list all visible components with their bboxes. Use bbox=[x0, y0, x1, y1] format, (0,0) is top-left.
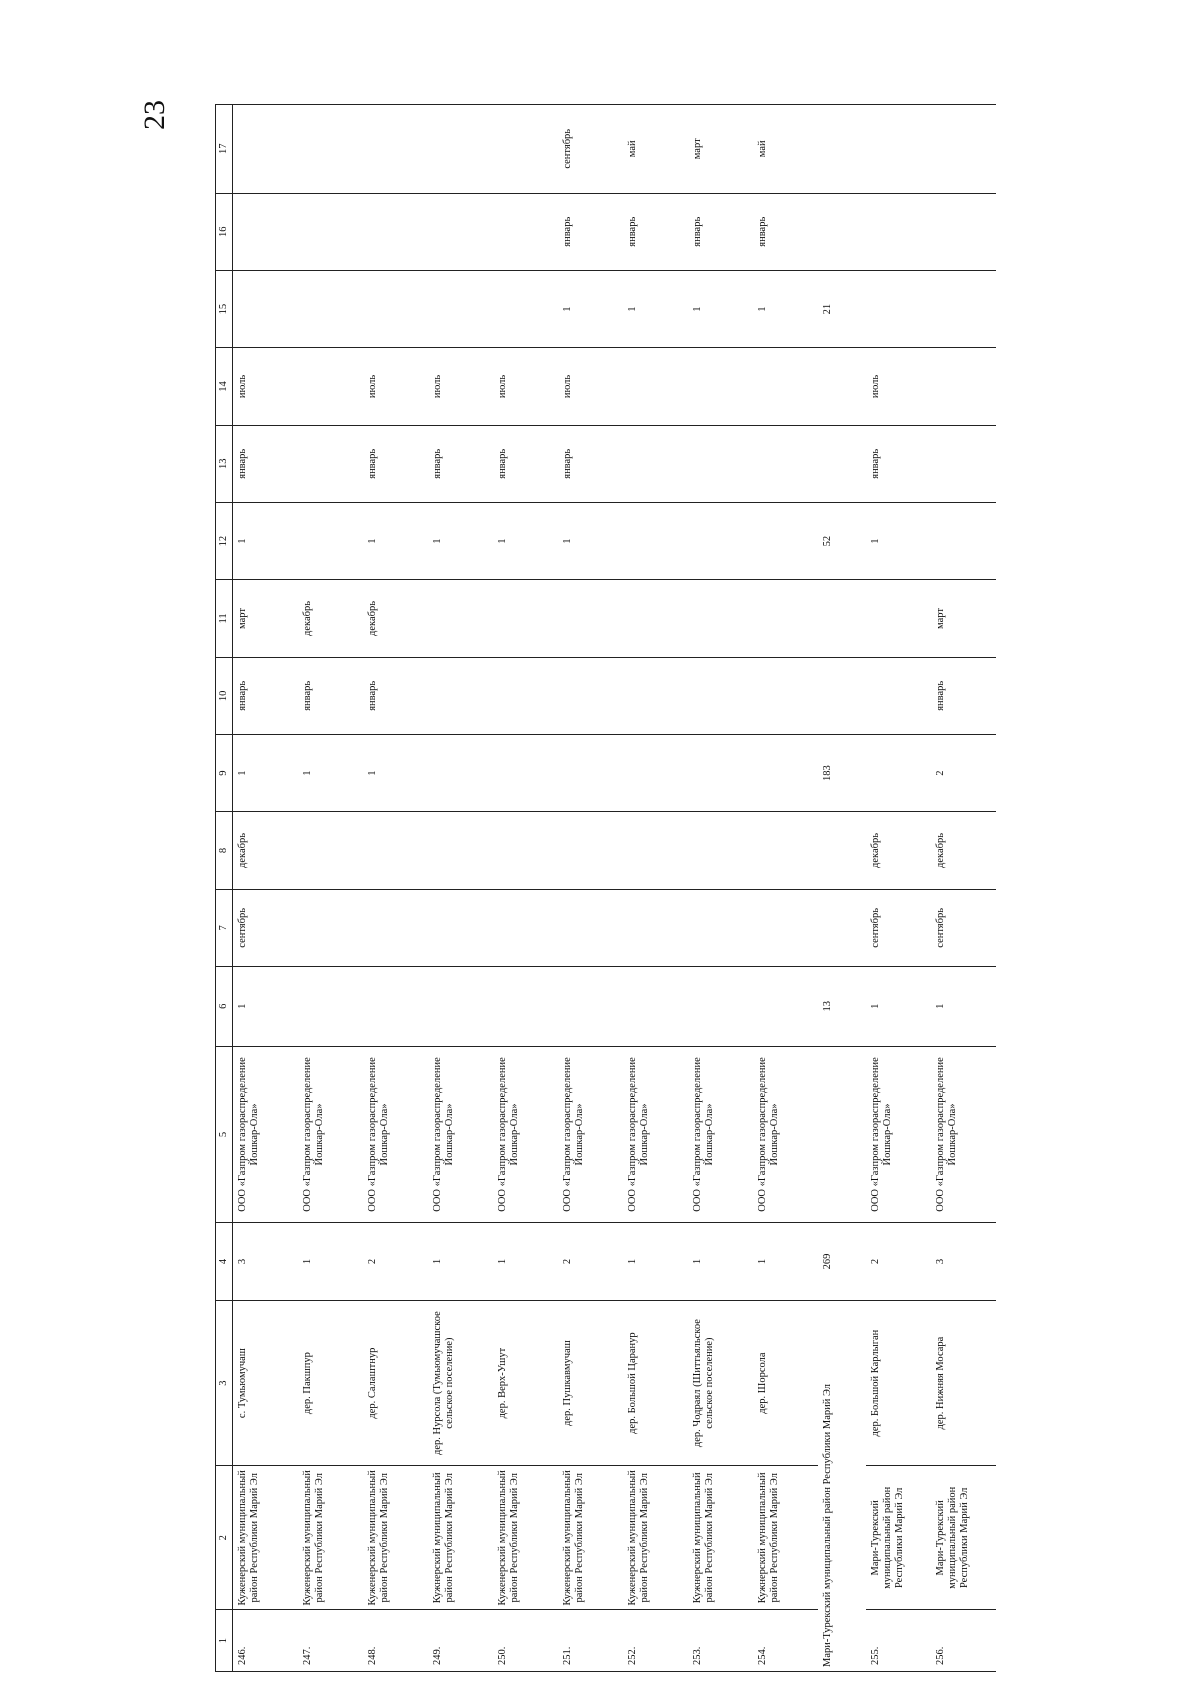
table-cell-col-8 bbox=[688, 812, 753, 889]
table-cell-col-7 bbox=[558, 889, 623, 966]
table-cell-col-14 bbox=[298, 348, 363, 425]
gasification-schedule-table bbox=[215, 104, 996, 1672]
table-cell-col-11 bbox=[688, 580, 753, 657]
column-header-3: 3 bbox=[216, 1300, 233, 1466]
table-row bbox=[298, 105, 363, 1672]
table-cell-col-1: 248. bbox=[363, 1610, 428, 1672]
table-cell-col-4: 2 bbox=[363, 1223, 428, 1300]
table-cell-col-15 bbox=[428, 270, 493, 347]
table-cell-col-1: 256. bbox=[931, 1610, 996, 1672]
table-cell-col-8 bbox=[558, 812, 623, 889]
table-cell-col-6 bbox=[363, 967, 428, 1047]
table-cell-col-14: июль bbox=[558, 348, 623, 425]
table-cell-col-11 bbox=[428, 580, 493, 657]
table-cell-col-9 bbox=[428, 734, 493, 811]
table-cell-col-6 bbox=[623, 967, 688, 1047]
table-cell-col-8 bbox=[753, 812, 818, 889]
table-cell-col-6: 1 bbox=[931, 967, 996, 1047]
table-cell-col-1: 249. bbox=[428, 1610, 493, 1672]
table-cell-col-12: 1 bbox=[233, 502, 298, 579]
table-cell-col-11 bbox=[866, 580, 931, 657]
table-cell-col-2: Куженерский муниципальный район Республики Марий Эл bbox=[233, 1466, 298, 1610]
table-cell-col-3: дер. Пушкавмучаш bbox=[558, 1300, 623, 1466]
column-header-14: 14 bbox=[216, 348, 233, 425]
table-cell-col-12: 1 bbox=[866, 502, 931, 579]
table-cell-col-3: с. Тумьюмучаш bbox=[233, 1300, 298, 1466]
subtotal-cell-col-9: 183 bbox=[818, 734, 866, 811]
table-cell-col-12: 1 bbox=[493, 502, 558, 579]
table-cell-col-2: Кужнерский муниципальный район Республики Марий Эл bbox=[428, 1466, 493, 1610]
table-cell-col-14: июль bbox=[493, 348, 558, 425]
subtotal-cell-col-13 bbox=[818, 425, 866, 502]
table-cell-col-17 bbox=[866, 105, 931, 194]
table-cell-col-2: Мари-Турекский муниципальный район Республики Марий Эл bbox=[866, 1466, 931, 1610]
column-header-8: 8 bbox=[216, 812, 233, 889]
table-cell-col-15: 1 bbox=[623, 270, 688, 347]
table-cell-col-12 bbox=[753, 502, 818, 579]
subtotal-cell-col-4: 269 bbox=[818, 1223, 866, 1300]
table-cell-col-11: декабрь bbox=[298, 580, 363, 657]
table-cell-col-3: дер. Большой Карлыган bbox=[866, 1300, 931, 1466]
table-cell-col-7 bbox=[493, 889, 558, 966]
table-cell-col-1: 251. bbox=[558, 1610, 623, 1672]
column-header-5: 5 bbox=[216, 1046, 233, 1223]
table-cell-col-5: ООО «Газпром газораспределение Йошкар-Ола» bbox=[363, 1046, 428, 1223]
table-cell-col-17 bbox=[298, 105, 363, 194]
table-cell-col-11 bbox=[623, 580, 688, 657]
table-cell-col-17: май bbox=[623, 105, 688, 194]
table-cell-col-6 bbox=[688, 967, 753, 1047]
table-cell-col-14 bbox=[753, 348, 818, 425]
table-cell-col-10: январь bbox=[363, 657, 428, 734]
table-cell-col-1: 247. bbox=[298, 1610, 363, 1672]
table-cell-col-2: Куженерский муниципальный район Республики Марий Эл bbox=[298, 1466, 363, 1610]
column-header-16: 16 bbox=[216, 193, 233, 270]
table-cell-col-1: 254. bbox=[753, 1610, 818, 1672]
table-cell-col-15: 1 bbox=[753, 270, 818, 347]
table-cell-col-7: сентябрь bbox=[931, 889, 996, 966]
subtotal-cell-col-5 bbox=[818, 1046, 866, 1223]
table-row bbox=[558, 105, 623, 1672]
table-cell-col-6: 1 bbox=[233, 967, 298, 1047]
table-row bbox=[866, 105, 931, 1672]
table-cell-col-9 bbox=[866, 734, 931, 811]
table-cell-col-6 bbox=[428, 967, 493, 1047]
table-cell-col-1: 250. bbox=[493, 1610, 558, 1672]
table-cell-col-9 bbox=[623, 734, 688, 811]
table-cell-col-15 bbox=[363, 270, 428, 347]
table-cell-col-8 bbox=[623, 812, 688, 889]
table-cell-col-4: 2 bbox=[866, 1223, 931, 1300]
table-cell-col-16 bbox=[931, 193, 996, 270]
subtotal-cell-col-14 bbox=[818, 348, 866, 425]
table-cell-col-2: Куженерский муниципальный район Республики Марий Эл bbox=[493, 1466, 558, 1610]
table-cell-col-6 bbox=[298, 967, 363, 1047]
column-header-2: 2 bbox=[216, 1466, 233, 1610]
table-cell-col-13 bbox=[623, 425, 688, 502]
table-cell-col-8: декабрь bbox=[931, 812, 996, 889]
table-cell-col-5: ООО «Газпром газораспределение Йошкар-Ола» bbox=[688, 1046, 753, 1223]
table-cell-col-15 bbox=[233, 270, 298, 347]
table-row bbox=[688, 105, 753, 1672]
table-cell-col-7 bbox=[623, 889, 688, 966]
table-cell-col-16: январь bbox=[558, 193, 623, 270]
table-cell-col-3: дер. Нурсола (Тумьюмучашское сельское поселение) bbox=[428, 1300, 493, 1466]
table-cell-col-5: ООО «Газпром газораспределение Йошкар-Ола» bbox=[931, 1046, 996, 1223]
table-cell-col-4: 1 bbox=[753, 1223, 818, 1300]
table-cell-col-1: 255. bbox=[866, 1610, 931, 1672]
table-cell-col-3: дер. Чодраял (Шиттьяльское сельское поселение) bbox=[688, 1300, 753, 1466]
column-header-6: 6 bbox=[216, 967, 233, 1047]
table-cell-col-1: 252. bbox=[623, 1610, 688, 1672]
table-cell-col-8: декабрь bbox=[866, 812, 931, 889]
table-cell-col-7 bbox=[298, 889, 363, 966]
table-cell-col-14: июль bbox=[866, 348, 931, 425]
table-cell-col-4: 1 bbox=[623, 1223, 688, 1300]
table-cell-col-5: ООО «Газпром газораспределение Йошкар-Ола» bbox=[428, 1046, 493, 1223]
column-header-9: 9 bbox=[216, 734, 233, 811]
table-cell-col-5: ООО «Газпром газораспределение Йошкар-Ола» bbox=[753, 1046, 818, 1223]
table-cell-col-16 bbox=[428, 193, 493, 270]
table-cell-col-8 bbox=[428, 812, 493, 889]
table-cell-col-5: ООО «Газпром газораспределение Йошкар-Ола» bbox=[623, 1046, 688, 1223]
table-cell-col-3: дер. Шорсола bbox=[753, 1300, 818, 1466]
table-cell-col-12: 1 bbox=[428, 502, 493, 579]
table-cell-col-10 bbox=[493, 657, 558, 734]
table-cell-col-17 bbox=[428, 105, 493, 194]
table-cell-col-7 bbox=[428, 889, 493, 966]
table-cell-col-13: январь bbox=[493, 425, 558, 502]
table-cell-col-6: 1 bbox=[866, 967, 931, 1047]
table-cell-col-12 bbox=[931, 502, 996, 579]
subtotal-cell-col-12: 52 bbox=[818, 502, 866, 579]
table-cell-col-16 bbox=[493, 193, 558, 270]
column-header-17: 17 bbox=[216, 105, 233, 194]
subtotal-cell-col-6: 13 bbox=[818, 967, 866, 1047]
table-cell-col-3: дер. Пакшпур bbox=[298, 1300, 363, 1466]
subtotal-cell-col-8 bbox=[818, 812, 866, 889]
table-cell-col-3: дер. Верх-Ушут bbox=[493, 1300, 558, 1466]
column-header-4: 4 bbox=[216, 1223, 233, 1300]
column-header-15: 15 bbox=[216, 270, 233, 347]
table-cell-col-11 bbox=[558, 580, 623, 657]
table-cell-col-14 bbox=[688, 348, 753, 425]
table-cell-col-4: 1 bbox=[428, 1223, 493, 1300]
table-cell-col-12: 1 bbox=[558, 502, 623, 579]
table-cell-col-15 bbox=[298, 270, 363, 347]
table-cell-col-17 bbox=[233, 105, 298, 194]
column-header-13: 13 bbox=[216, 425, 233, 502]
table-cell-col-4: 3 bbox=[233, 1223, 298, 1300]
table-cell-col-10 bbox=[558, 657, 623, 734]
table-cell-col-6 bbox=[753, 967, 818, 1047]
table-cell-col-17 bbox=[493, 105, 558, 194]
table-cell-col-14: июль bbox=[363, 348, 428, 425]
table-cell-col-5: ООО «Газпром газораспределение Йошкар-Ола» bbox=[298, 1046, 363, 1223]
table-cell-col-15 bbox=[931, 270, 996, 347]
table-cell-col-17: март bbox=[688, 105, 753, 194]
table-cell-col-13 bbox=[688, 425, 753, 502]
table-row bbox=[428, 105, 493, 1672]
table-cell-col-7 bbox=[753, 889, 818, 966]
table-row bbox=[363, 105, 428, 1672]
table-cell-col-9 bbox=[558, 734, 623, 811]
table-cell-col-14 bbox=[931, 348, 996, 425]
table-cell-col-13 bbox=[298, 425, 363, 502]
table-cell-col-8 bbox=[298, 812, 363, 889]
rotated-table-container bbox=[215, 104, 983, 1672]
table-cell-col-17 bbox=[363, 105, 428, 194]
table-cell-col-2: Куженерский муниципальный район Республики Марий Эл bbox=[623, 1466, 688, 1610]
table-row bbox=[931, 105, 996, 1672]
table-cell-col-10: январь bbox=[931, 657, 996, 734]
column-header-10: 10 bbox=[216, 657, 233, 734]
table-cell-col-12: 1 bbox=[363, 502, 428, 579]
table-cell-col-14 bbox=[623, 348, 688, 425]
table-cell-col-16 bbox=[233, 193, 298, 270]
table-cell-col-10: январь bbox=[298, 657, 363, 734]
table-cell-col-10 bbox=[623, 657, 688, 734]
table-cell-col-13: январь bbox=[866, 425, 931, 502]
table-cell-col-13 bbox=[753, 425, 818, 502]
table-cell-col-11: декабрь bbox=[363, 580, 428, 657]
table-cell-col-17: сентябрь bbox=[558, 105, 623, 194]
table-row bbox=[753, 105, 818, 1672]
column-header-1: 1 bbox=[216, 1610, 233, 1672]
table-cell-col-17: май bbox=[753, 105, 818, 194]
table-cell-col-2: Кужнерский муниципальный район Республики Марий Эл bbox=[688, 1466, 753, 1610]
table-cell-col-17 bbox=[931, 105, 996, 194]
table-cell-col-10 bbox=[428, 657, 493, 734]
table-row bbox=[623, 105, 688, 1672]
table-cell-col-15 bbox=[866, 270, 931, 347]
table-cell-col-14: июль bbox=[233, 348, 298, 425]
table-cell-col-8: декабрь bbox=[233, 812, 298, 889]
table-cell-col-14: июль bbox=[428, 348, 493, 425]
table-cell-col-4: 3 bbox=[931, 1223, 996, 1300]
table-cell-col-3: дер. Нижняя Мосара bbox=[931, 1300, 996, 1466]
table-cell-col-12 bbox=[298, 502, 363, 579]
table-cell-col-15 bbox=[493, 270, 558, 347]
table-cell-col-16 bbox=[298, 193, 363, 270]
table-cell-col-4: 2 bbox=[558, 1223, 623, 1300]
table-cell-col-7 bbox=[363, 889, 428, 966]
table-cell-col-16: январь bbox=[688, 193, 753, 270]
table-cell-col-1: 253. bbox=[688, 1610, 753, 1672]
table-cell-col-3: дер. Салаштнур bbox=[363, 1300, 428, 1466]
table-cell-col-16: январь bbox=[623, 193, 688, 270]
table-row bbox=[493, 105, 558, 1672]
table-cell-col-4: 1 bbox=[493, 1223, 558, 1300]
table-cell-col-10 bbox=[688, 657, 753, 734]
subtotal-cell-col-16 bbox=[818, 193, 866, 270]
table-cell-col-4: 1 bbox=[298, 1223, 363, 1300]
table-cell-col-10 bbox=[866, 657, 931, 734]
table-cell-col-2: Мари-Турекский муниципальный район Республики Марий Эл bbox=[931, 1466, 996, 1610]
table-cell-col-11 bbox=[753, 580, 818, 657]
table-cell-col-9: 1 bbox=[298, 734, 363, 811]
table-cell-col-15: 1 bbox=[688, 270, 753, 347]
subtotal-cell-col-11 bbox=[818, 580, 866, 657]
column-header-12: 12 bbox=[216, 502, 233, 579]
table-cell-col-8 bbox=[363, 812, 428, 889]
table-cell-col-11: март bbox=[931, 580, 996, 657]
table-cell-col-7 bbox=[688, 889, 753, 966]
table-cell-col-5: ООО «Газпром газораспределение Йошкар-Ола» bbox=[233, 1046, 298, 1223]
table-cell-col-12 bbox=[688, 502, 753, 579]
table-cell-col-5: ООО «Газпром газораспределение Йошкар-Ола» bbox=[866, 1046, 931, 1223]
table-cell-col-15: 1 bbox=[558, 270, 623, 347]
table-cell-col-3: дер. Большой Царанур bbox=[623, 1300, 688, 1466]
table-cell-col-7: сентябрь bbox=[233, 889, 298, 966]
table-cell-col-9: 2 bbox=[931, 734, 996, 811]
table-cell-col-6 bbox=[558, 967, 623, 1047]
table-cell-col-5: ООО «Газпром газораспределение Йошкар-Ола» bbox=[493, 1046, 558, 1223]
table-cell-col-5: ООО «Газпром газораспределение Йошкар-Ола» bbox=[558, 1046, 623, 1223]
table-cell-col-4: 1 bbox=[688, 1223, 753, 1300]
table-cell-col-7: сентябрь bbox=[866, 889, 931, 966]
subtotal-cell-col-15: 21 bbox=[818, 270, 866, 347]
page-number: 23 bbox=[138, 100, 171, 130]
subtotal-cell-col-17 bbox=[818, 105, 866, 194]
table-cell-col-11 bbox=[493, 580, 558, 657]
column-header-7: 7 bbox=[216, 889, 233, 966]
table-cell-col-2: Куженерский муниципальный район Республики Марий Эл bbox=[558, 1466, 623, 1610]
table-cell-col-1: 246. bbox=[233, 1610, 298, 1672]
table-cell-col-9: 1 bbox=[363, 734, 428, 811]
table-cell-col-10 bbox=[753, 657, 818, 734]
table-cell-col-2: Куженерский муниципальный район Республики Марий Эл bbox=[363, 1466, 428, 1610]
table-cell-col-11: март bbox=[233, 580, 298, 657]
table-cell-col-13: январь bbox=[363, 425, 428, 502]
table-cell-col-2: Кужнерский муниципальный район Республики Марий Эл bbox=[753, 1466, 818, 1610]
table-cell-col-13: январь bbox=[233, 425, 298, 502]
table-cell-col-13 bbox=[931, 425, 996, 502]
subtotal-label: Мари-Турекский муниципальный район Республики Марий Эл bbox=[818, 1300, 866, 1671]
subtotal-cell-col-10 bbox=[818, 657, 866, 734]
table-row bbox=[233, 105, 298, 1672]
table-cell-col-16 bbox=[866, 193, 931, 270]
header-row bbox=[216, 105, 233, 1672]
table-cell-col-16: январь bbox=[753, 193, 818, 270]
table-cell-col-9 bbox=[753, 734, 818, 811]
table-cell-col-13: январь bbox=[428, 425, 493, 502]
table-cell-col-9 bbox=[493, 734, 558, 811]
table-cell-col-9 bbox=[688, 734, 753, 811]
table-cell-col-12 bbox=[623, 502, 688, 579]
table-cell-col-8 bbox=[493, 812, 558, 889]
table-cell-col-9: 1 bbox=[233, 734, 298, 811]
column-header-11: 11 bbox=[216, 580, 233, 657]
table-cell-col-16 bbox=[363, 193, 428, 270]
subtotal-row bbox=[818, 105, 866, 1672]
subtotal-cell-col-7 bbox=[818, 889, 866, 966]
table-cell-col-10: январь bbox=[233, 657, 298, 734]
table-cell-col-13: январь bbox=[558, 425, 623, 502]
table-cell-col-6 bbox=[493, 967, 558, 1047]
